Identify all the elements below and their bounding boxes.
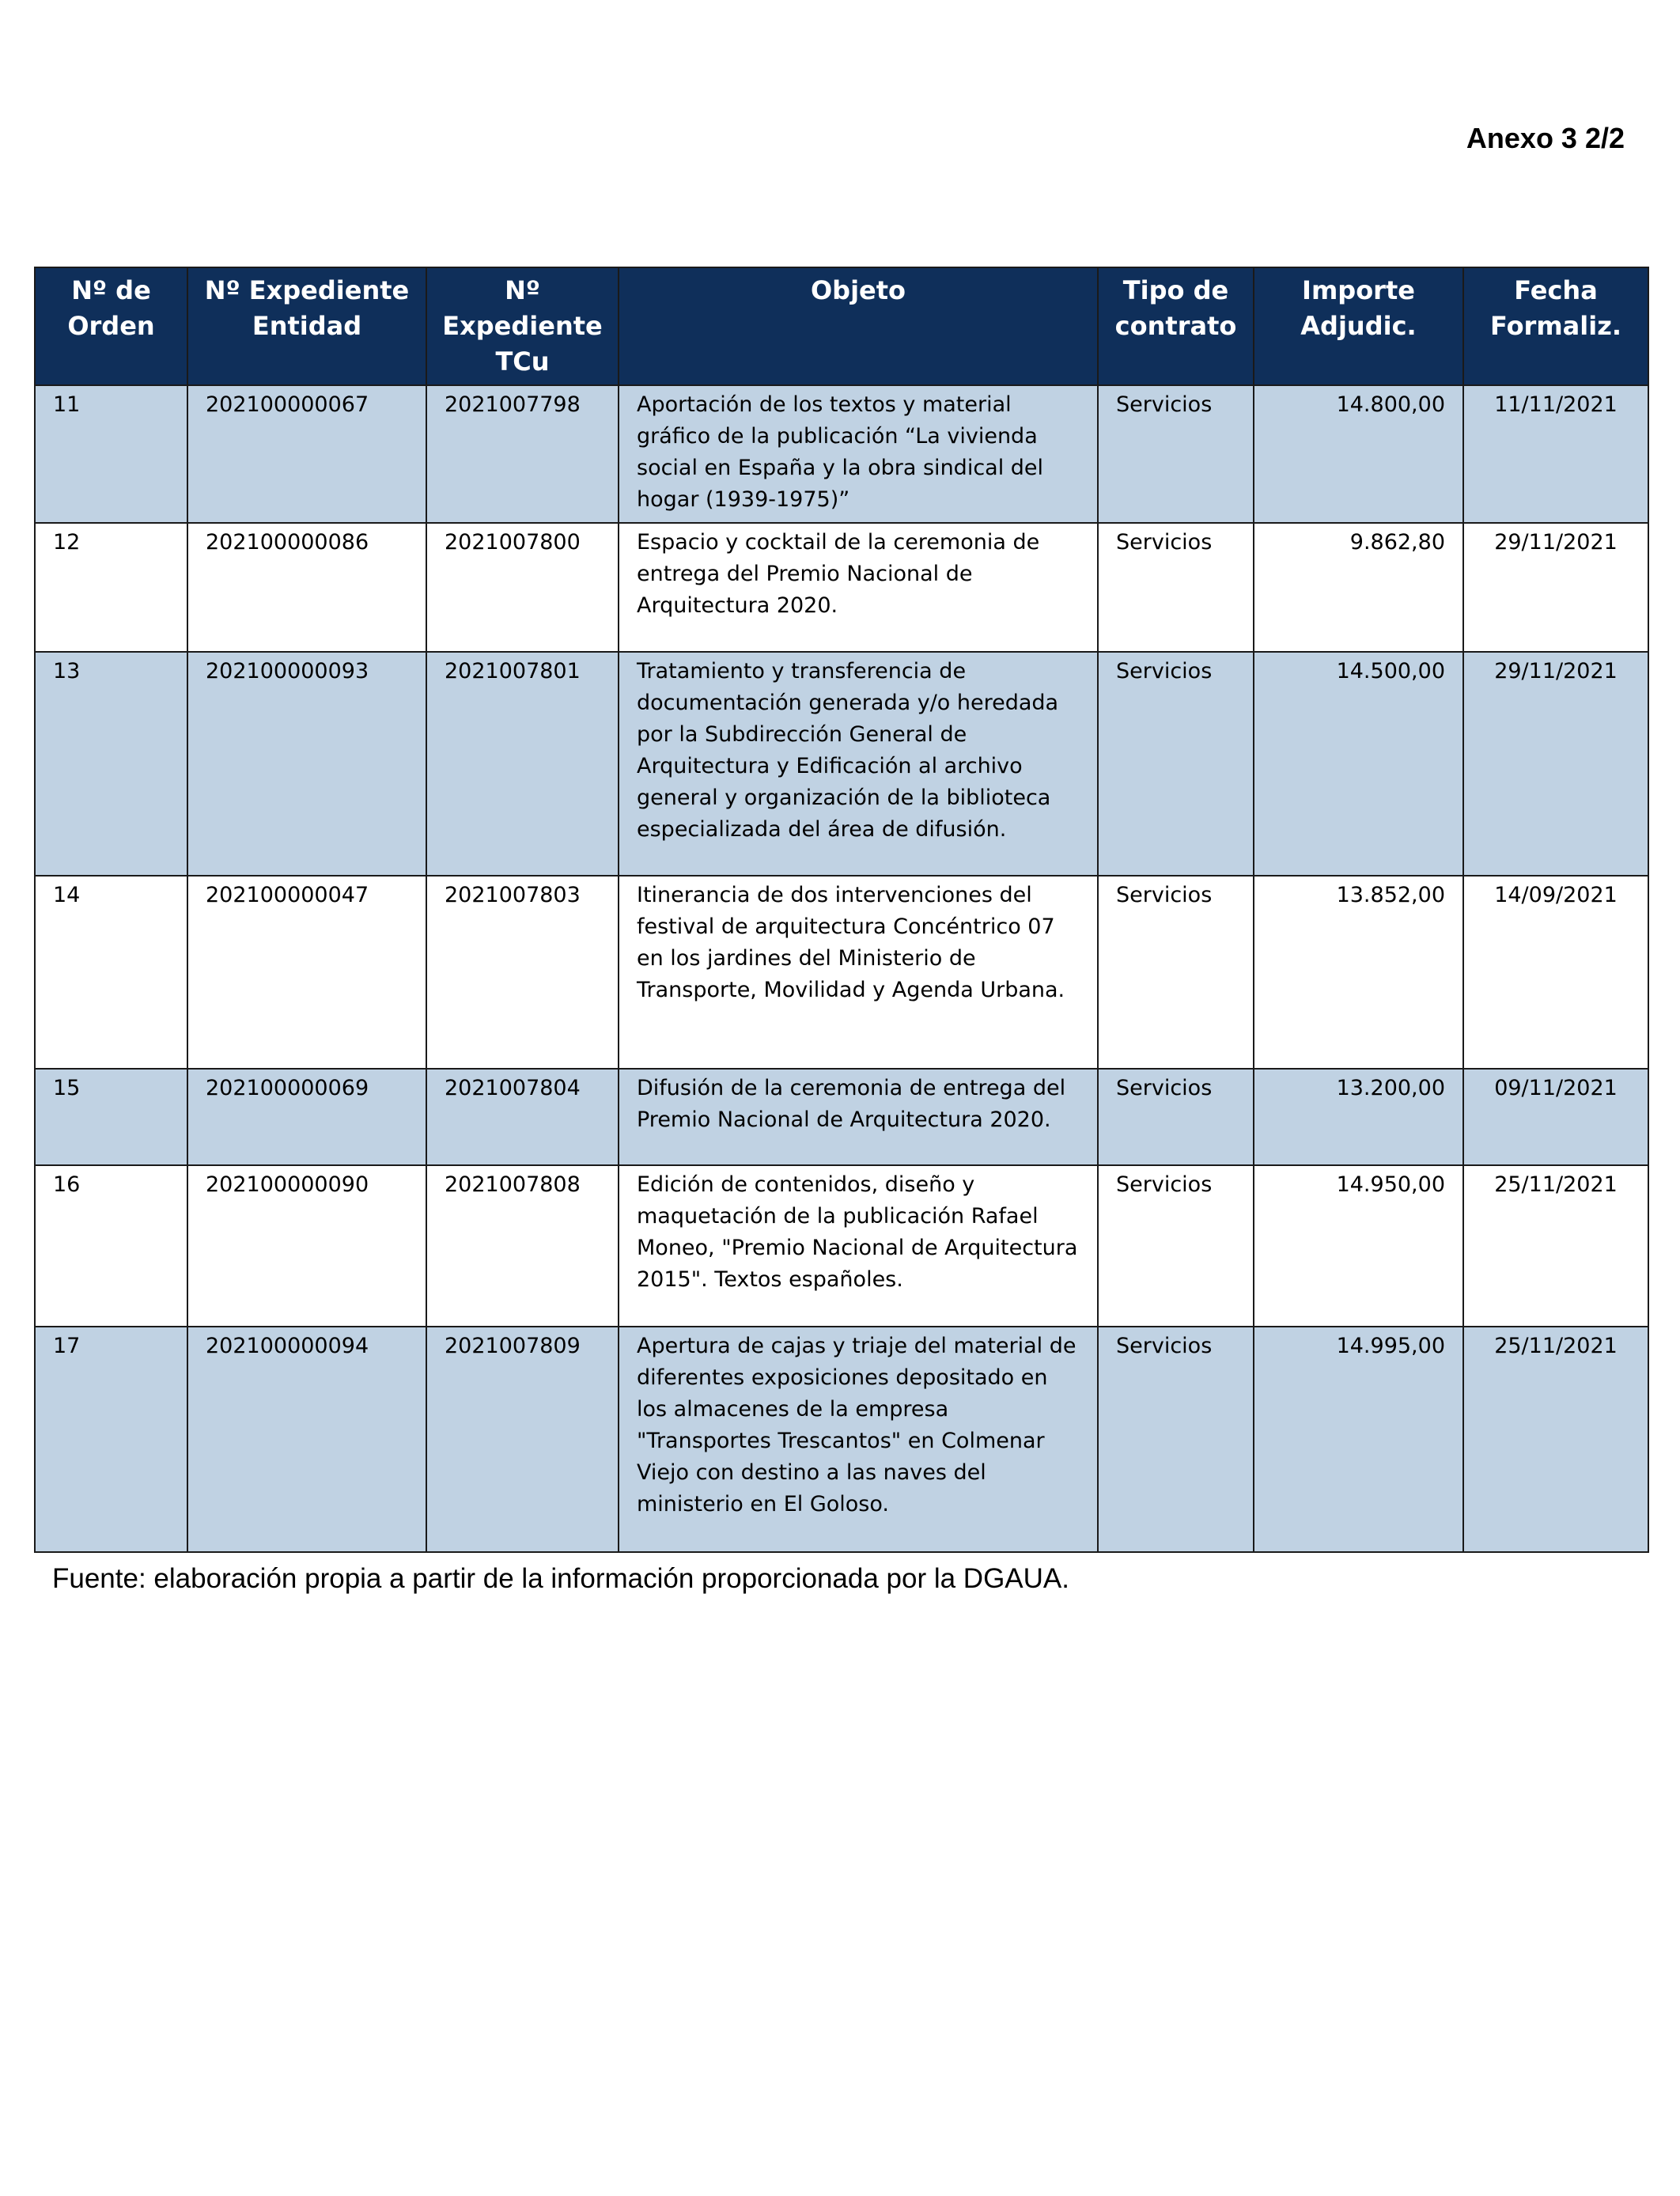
cell-objeto: Espacio y cocktail de la ceremonia de entrega del Premio Nacional de Arquitectura 2020. [619, 523, 1098, 652]
cell-fecha: 25/11/2021 [1463, 1327, 1648, 1552]
table-row [35, 876, 1648, 1069]
cell-orden: 17 [35, 1327, 187, 1552]
cell-objeto: Edición de contenidos, diseño y maquetación de la publicación Rafael Moneo, "Premio Nacional de Arquitectura 2015". Textos españoles. [619, 1165, 1098, 1327]
cell-tipo: Servicios [1098, 1327, 1254, 1552]
cell-expediente-entidad: 202100000086 [187, 523, 426, 652]
cell-objeto: Apertura de cajas y triaje del material de diferentes exposiciones depositado en los almacenes de la empresa "Transportes Trescantos" en Colmenar Viejo con destino a las naves del ministerio en El Goloso. [619, 1327, 1098, 1552]
cell-expediente-tcu: 2021007804 [426, 1069, 619, 1165]
cell-objeto: Itinerancia de dos intervenciones del festival de arquitectura Concéntrico 07 en los jardines del Ministerio de Transporte, Movilidad y Agenda Urbana. [619, 876, 1098, 1069]
cell-orden: 13 [35, 652, 187, 876]
cell-fecha: 29/11/2021 [1463, 652, 1648, 876]
cell-objeto: Tratamiento y transferencia de documentación generada y/o heredada por la Subdirección General de Arquitectura y Edificación al archivo general y organización de la biblioteca especializada del área de difusión. [619, 652, 1098, 876]
cell-expediente-tcu: 2021007800 [426, 523, 619, 652]
cell-fecha: 25/11/2021 [1463, 1165, 1648, 1327]
header-tipo: Tipo de contrato [1098, 267, 1254, 385]
cell-importe: 9.862,80 [1254, 523, 1463, 652]
table-row [35, 1165, 1648, 1327]
header-expediente-entidad: Nº Expediente Entidad [187, 267, 426, 385]
cell-fecha: 11/11/2021 [1463, 385, 1648, 523]
cell-fecha: 14/09/2021 [1463, 876, 1648, 1069]
cell-objeto: Difusión de la ceremonia de entrega del Premio Nacional de Arquitectura 2020. [619, 1069, 1098, 1165]
cell-expediente-tcu: 2021007798 [426, 385, 619, 523]
cell-importe: 14.800,00 [1254, 385, 1463, 523]
cell-expediente-entidad: 202100000069 [187, 1069, 426, 1165]
cell-fecha: 09/11/2021 [1463, 1069, 1648, 1165]
cell-expediente-entidad: 202100000047 [187, 876, 426, 1069]
cell-tipo: Servicios [1098, 523, 1254, 652]
cell-expediente-entidad: 202100000067 [187, 385, 426, 523]
table-row [35, 1069, 1648, 1165]
cell-orden: 12 [35, 523, 187, 652]
cell-objeto: Aportación de los textos y material gráfico de la publicación “La vivienda social en España y la obra sindical del hogar (1939-1975)” [619, 385, 1098, 523]
cell-tipo: Servicios [1098, 385, 1254, 523]
cell-tipo: Servicios [1098, 652, 1254, 876]
cell-importe: 14.500,00 [1254, 652, 1463, 876]
cell-expediente-entidad: 202100000093 [187, 652, 426, 876]
annex-title: Anexo 3 2/2 [1466, 122, 1625, 154]
table-row [35, 652, 1648, 876]
cell-importe: 14.950,00 [1254, 1165, 1463, 1327]
cell-expediente-tcu: 2021007809 [426, 1327, 619, 1552]
header-orden: Nº de Orden [35, 267, 187, 385]
cell-orden: 15 [35, 1069, 187, 1165]
header-objeto: Objeto [619, 267, 1098, 385]
cell-expediente-entidad: 202100000094 [187, 1327, 426, 1552]
cell-tipo: Servicios [1098, 876, 1254, 1069]
cell-tipo: Servicios [1098, 1165, 1254, 1327]
cell-expediente-entidad: 202100000090 [187, 1165, 426, 1327]
table-header-row [35, 267, 1648, 385]
header-importe: Importe Adjudic. [1254, 267, 1463, 385]
cell-importe: 13.852,00 [1254, 876, 1463, 1069]
header-expediente-tcu: Nº Expediente TCu [426, 267, 619, 385]
header-fecha: Fecha Formaliz. [1463, 267, 1648, 385]
cell-orden: 11 [35, 385, 187, 523]
cell-importe: 14.995,00 [1254, 1327, 1463, 1552]
contracts-table [34, 267, 1649, 1553]
cell-orden: 16 [35, 1165, 187, 1327]
source-note: Fuente: elaboración propia a partir de la información proporcionada por la DGAUA. [52, 1563, 1069, 1594]
cell-expediente-tcu: 2021007801 [426, 652, 619, 876]
cell-expediente-tcu: 2021007808 [426, 1165, 619, 1327]
cell-importe: 13.200,00 [1254, 1069, 1463, 1165]
cell-fecha: 29/11/2021 [1463, 523, 1648, 652]
table-row [35, 385, 1648, 523]
cell-expediente-tcu: 2021007803 [426, 876, 619, 1069]
cell-tipo: Servicios [1098, 1069, 1254, 1165]
table-row [35, 1327, 1648, 1552]
table-row [35, 523, 1648, 652]
cell-orden: 14 [35, 876, 187, 1069]
